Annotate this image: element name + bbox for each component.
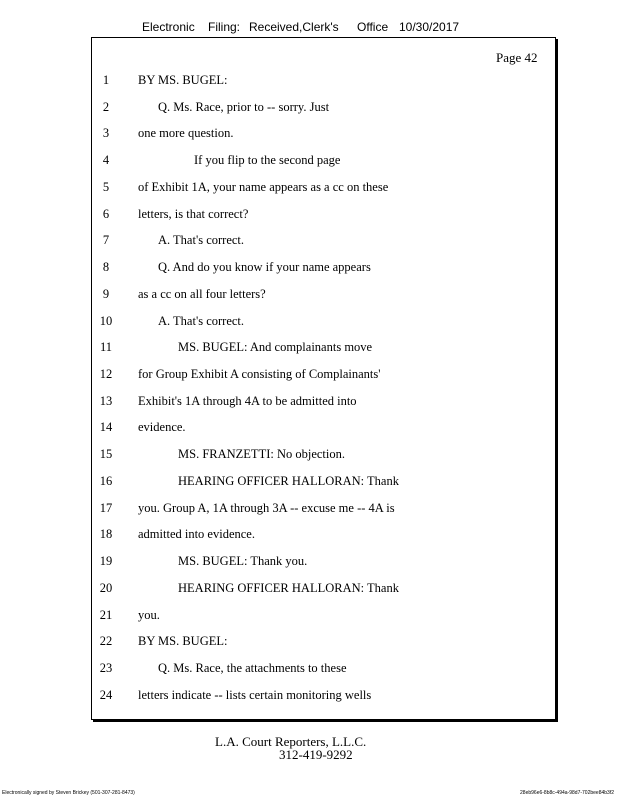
- stamp-filing: Filing:: [208, 20, 241, 34]
- line-number: 2: [102, 100, 110, 114]
- line-number: 11: [99, 340, 113, 354]
- line-number: 21: [99, 608, 113, 622]
- electronic-signature: Electronically signed by Steven Brickey (501-307-281-8473): [2, 790, 135, 796]
- stamp-date: 10/30/2017: [399, 20, 460, 34]
- line-number: 14: [99, 420, 113, 434]
- line-text: as a cc on all four letters?: [138, 287, 266, 301]
- line-text: of Exhibit 1A, your name appears as a cc on these: [138, 180, 389, 194]
- line-text: If you flip to the second page: [194, 153, 341, 167]
- line-text: BY MS. BUGEL:: [138, 73, 228, 87]
- line-text: for Group Exhibit A consisting of Complainants': [138, 367, 381, 381]
- filing-stamp-header: [0, 20, 618, 36]
- line-number: 4: [102, 153, 110, 167]
- line-number: 1: [102, 73, 110, 87]
- line-number: 20: [99, 581, 113, 595]
- line-text: Q. Ms. Race, the attachments to these: [158, 661, 347, 675]
- line-number: 7: [102, 233, 110, 247]
- line-text: letters indicate -- lists certain monitoring wells: [138, 688, 372, 702]
- line-number: 23: [99, 661, 113, 675]
- line-number: 5: [102, 180, 110, 194]
- line-text: Q. And do you know if your name appears: [158, 260, 371, 274]
- line-number: 16: [99, 474, 113, 488]
- stamp-received: Received,Clerk's: [249, 20, 339, 34]
- line-text: admitted into evidence.: [138, 527, 255, 541]
- line-number: 8: [102, 260, 110, 274]
- line-text: MS. BUGEL: Thank you.: [178, 554, 308, 568]
- page-number: Page 42: [496, 50, 538, 65]
- line-text: you. Group A, 1A through 3A -- excuse me -- 4A is: [138, 501, 395, 515]
- line-text: letters, is that correct?: [138, 207, 249, 221]
- signature-hash: 28eb96e6-8b8c-494a-98d7-702bee84b3f2: [520, 790, 614, 796]
- line-text: MS. FRANZETTI: No objection.: [178, 447, 346, 461]
- line-text: evidence.: [138, 420, 186, 434]
- line-text: HEARING OFFICER HALLORAN: Thank: [178, 474, 399, 488]
- reporter-phone: 312-419-9292: [279, 747, 353, 762]
- stamp-electronic: Electronic: [142, 20, 195, 34]
- line-number: 17: [99, 501, 113, 515]
- line-number: 10: [99, 314, 113, 328]
- line-number: 9: [102, 287, 110, 301]
- line-number: 19: [99, 554, 113, 568]
- line-number: 6: [102, 207, 110, 221]
- line-text: you.: [138, 608, 160, 622]
- line-text: one more question.: [138, 126, 234, 140]
- line-text: BY MS. BUGEL:: [138, 634, 228, 648]
- line-text: Exhibit's 1A through 4A to be admitted into: [138, 394, 357, 408]
- line-text: Q. Ms. Race, prior to -- sorry. Just: [158, 100, 330, 114]
- line-number: 13: [99, 394, 113, 408]
- line-number: 24: [99, 688, 113, 702]
- line-text: HEARING OFFICER HALLORAN: Thank: [178, 581, 399, 595]
- line-text: MS. BUGEL: And complainants move: [178, 340, 373, 354]
- line-number: 22: [99, 634, 113, 648]
- line-number: 15: [99, 447, 113, 461]
- line-number: 3: [102, 126, 110, 140]
- line-text: A. That's correct.: [158, 233, 245, 247]
- line-number: 18: [99, 527, 113, 541]
- line-number: 12: [99, 367, 113, 381]
- reporter-company: L.A. Court Reporters, L.L.C.: [215, 734, 367, 749]
- line-text: A. That's correct.: [158, 314, 245, 328]
- stamp-office: Office: [357, 20, 389, 34]
